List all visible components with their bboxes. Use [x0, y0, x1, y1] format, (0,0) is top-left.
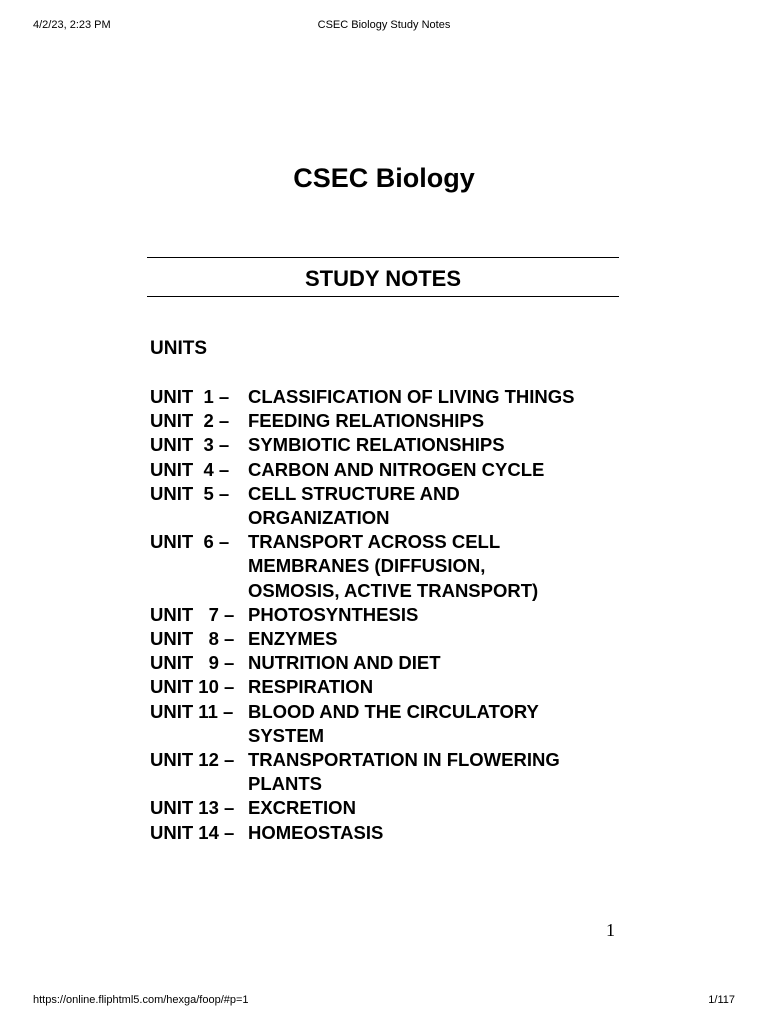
unit-title: RESPIRATION [248, 676, 374, 698]
unit-label [150, 772, 248, 796]
unit-list-item [150, 700, 620, 724]
document-title: CSEC Biology [293, 163, 475, 193]
unit-label [150, 579, 248, 603]
unit-label: UNIT 7 – [150, 603, 235, 625]
unit-title: FEEDING RELATIONSHIPS [248, 410, 485, 432]
unit-title: ORGANIZATION [248, 507, 390, 529]
unit-list-item [150, 772, 620, 796]
unit-label: UNIT 3 – [150, 434, 230, 456]
unit-label: UNIT 12 – [150, 749, 235, 771]
unit-label [150, 554, 248, 578]
document-subtitle: STUDY NOTES [304, 266, 462, 291]
unit-list-item [150, 651, 620, 675]
print-footer-page-count: 1/117 [708, 994, 735, 1006]
unit-title: CELL STRUCTURE AND [248, 482, 460, 504]
unit-list-item [150, 675, 620, 699]
unit-title: TRANSPORTATION IN FLOWERING [248, 749, 560, 771]
unit-list-item [150, 409, 620, 433]
unit-label: UNIT 9 – [150, 652, 235, 674]
unit-label: UNIT 1 – [150, 386, 230, 407]
print-header-datetime: 4/2/23, 2:23 PM [33, 19, 111, 31]
unit-title: PHOTOSYNTHESIS [248, 603, 419, 625]
unit-label [150, 506, 248, 530]
unit-list-item [150, 796, 620, 820]
unit-list-item [150, 554, 620, 578]
unit-title: MEMBRANES (DIFFUSION, [248, 555, 486, 577]
unit-list-item [150, 579, 620, 603]
unit-title: SYSTEM [248, 724, 325, 746]
unit-title: ENZYMES [248, 628, 338, 650]
unit-list-item [150, 530, 620, 554]
unit-label: UNIT 2 – [150, 410, 230, 432]
print-header-title: CSEC Biology Study Notes [317, 19, 451, 31]
unit-list-item [150, 748, 620, 772]
unit-list-item [150, 506, 620, 530]
print-footer-url: https://online.fliphtml5.com/hexga/foop/#p=1 [33, 994, 249, 1006]
unit-list-item [150, 603, 620, 627]
units-list [150, 385, 620, 845]
unit-label [150, 724, 248, 748]
unit-label: UNIT 6 – [150, 531, 230, 553]
unit-label: UNIT 8 – [150, 628, 235, 650]
unit-list-item [150, 724, 620, 748]
unit-title: OSMOSIS, ACTIVE TRANSPORT) [248, 579, 539, 601]
unit-title: CLASSIFICATION OF LIVING THINGS [248, 386, 575, 407]
unit-list-item [150, 433, 620, 457]
unit-label: UNIT 11 – [150, 700, 234, 722]
unit-label: UNIT 13 – [150, 797, 235, 819]
unit-label: UNIT 14 – [150, 821, 235, 843]
unit-title: TRANSPORT ACROSS CELL [248, 531, 501, 553]
unit-title: CARBON AND NITROGEN CYCLE [248, 458, 545, 480]
unit-list-item [150, 821, 620, 845]
unit-title: NUTRITION AND DIET [248, 652, 441, 674]
unit-title: HOMEOSTASIS [248, 821, 384, 843]
units-heading: UNITS [150, 338, 207, 359]
bottom-divider [147, 296, 619, 297]
unit-title: SYMBIOTIC RELATIONSHIPS [248, 434, 505, 456]
unit-list-item [150, 385, 620, 409]
unit-label: UNIT 4 – [150, 458, 230, 480]
unit-title: EXCRETION [248, 797, 356, 819]
unit-title: PLANTS [248, 773, 322, 795]
unit-title: BLOOD AND THE CIRCULATORY [248, 700, 539, 722]
unit-label: UNIT 10 – [150, 676, 235, 698]
unit-list-item [150, 458, 620, 482]
top-divider [147, 257, 619, 258]
unit-list-item [150, 482, 620, 506]
unit-list-item [150, 627, 620, 651]
unit-label: UNIT 5 – [150, 482, 230, 504]
page-number: 1 [606, 920, 615, 940]
